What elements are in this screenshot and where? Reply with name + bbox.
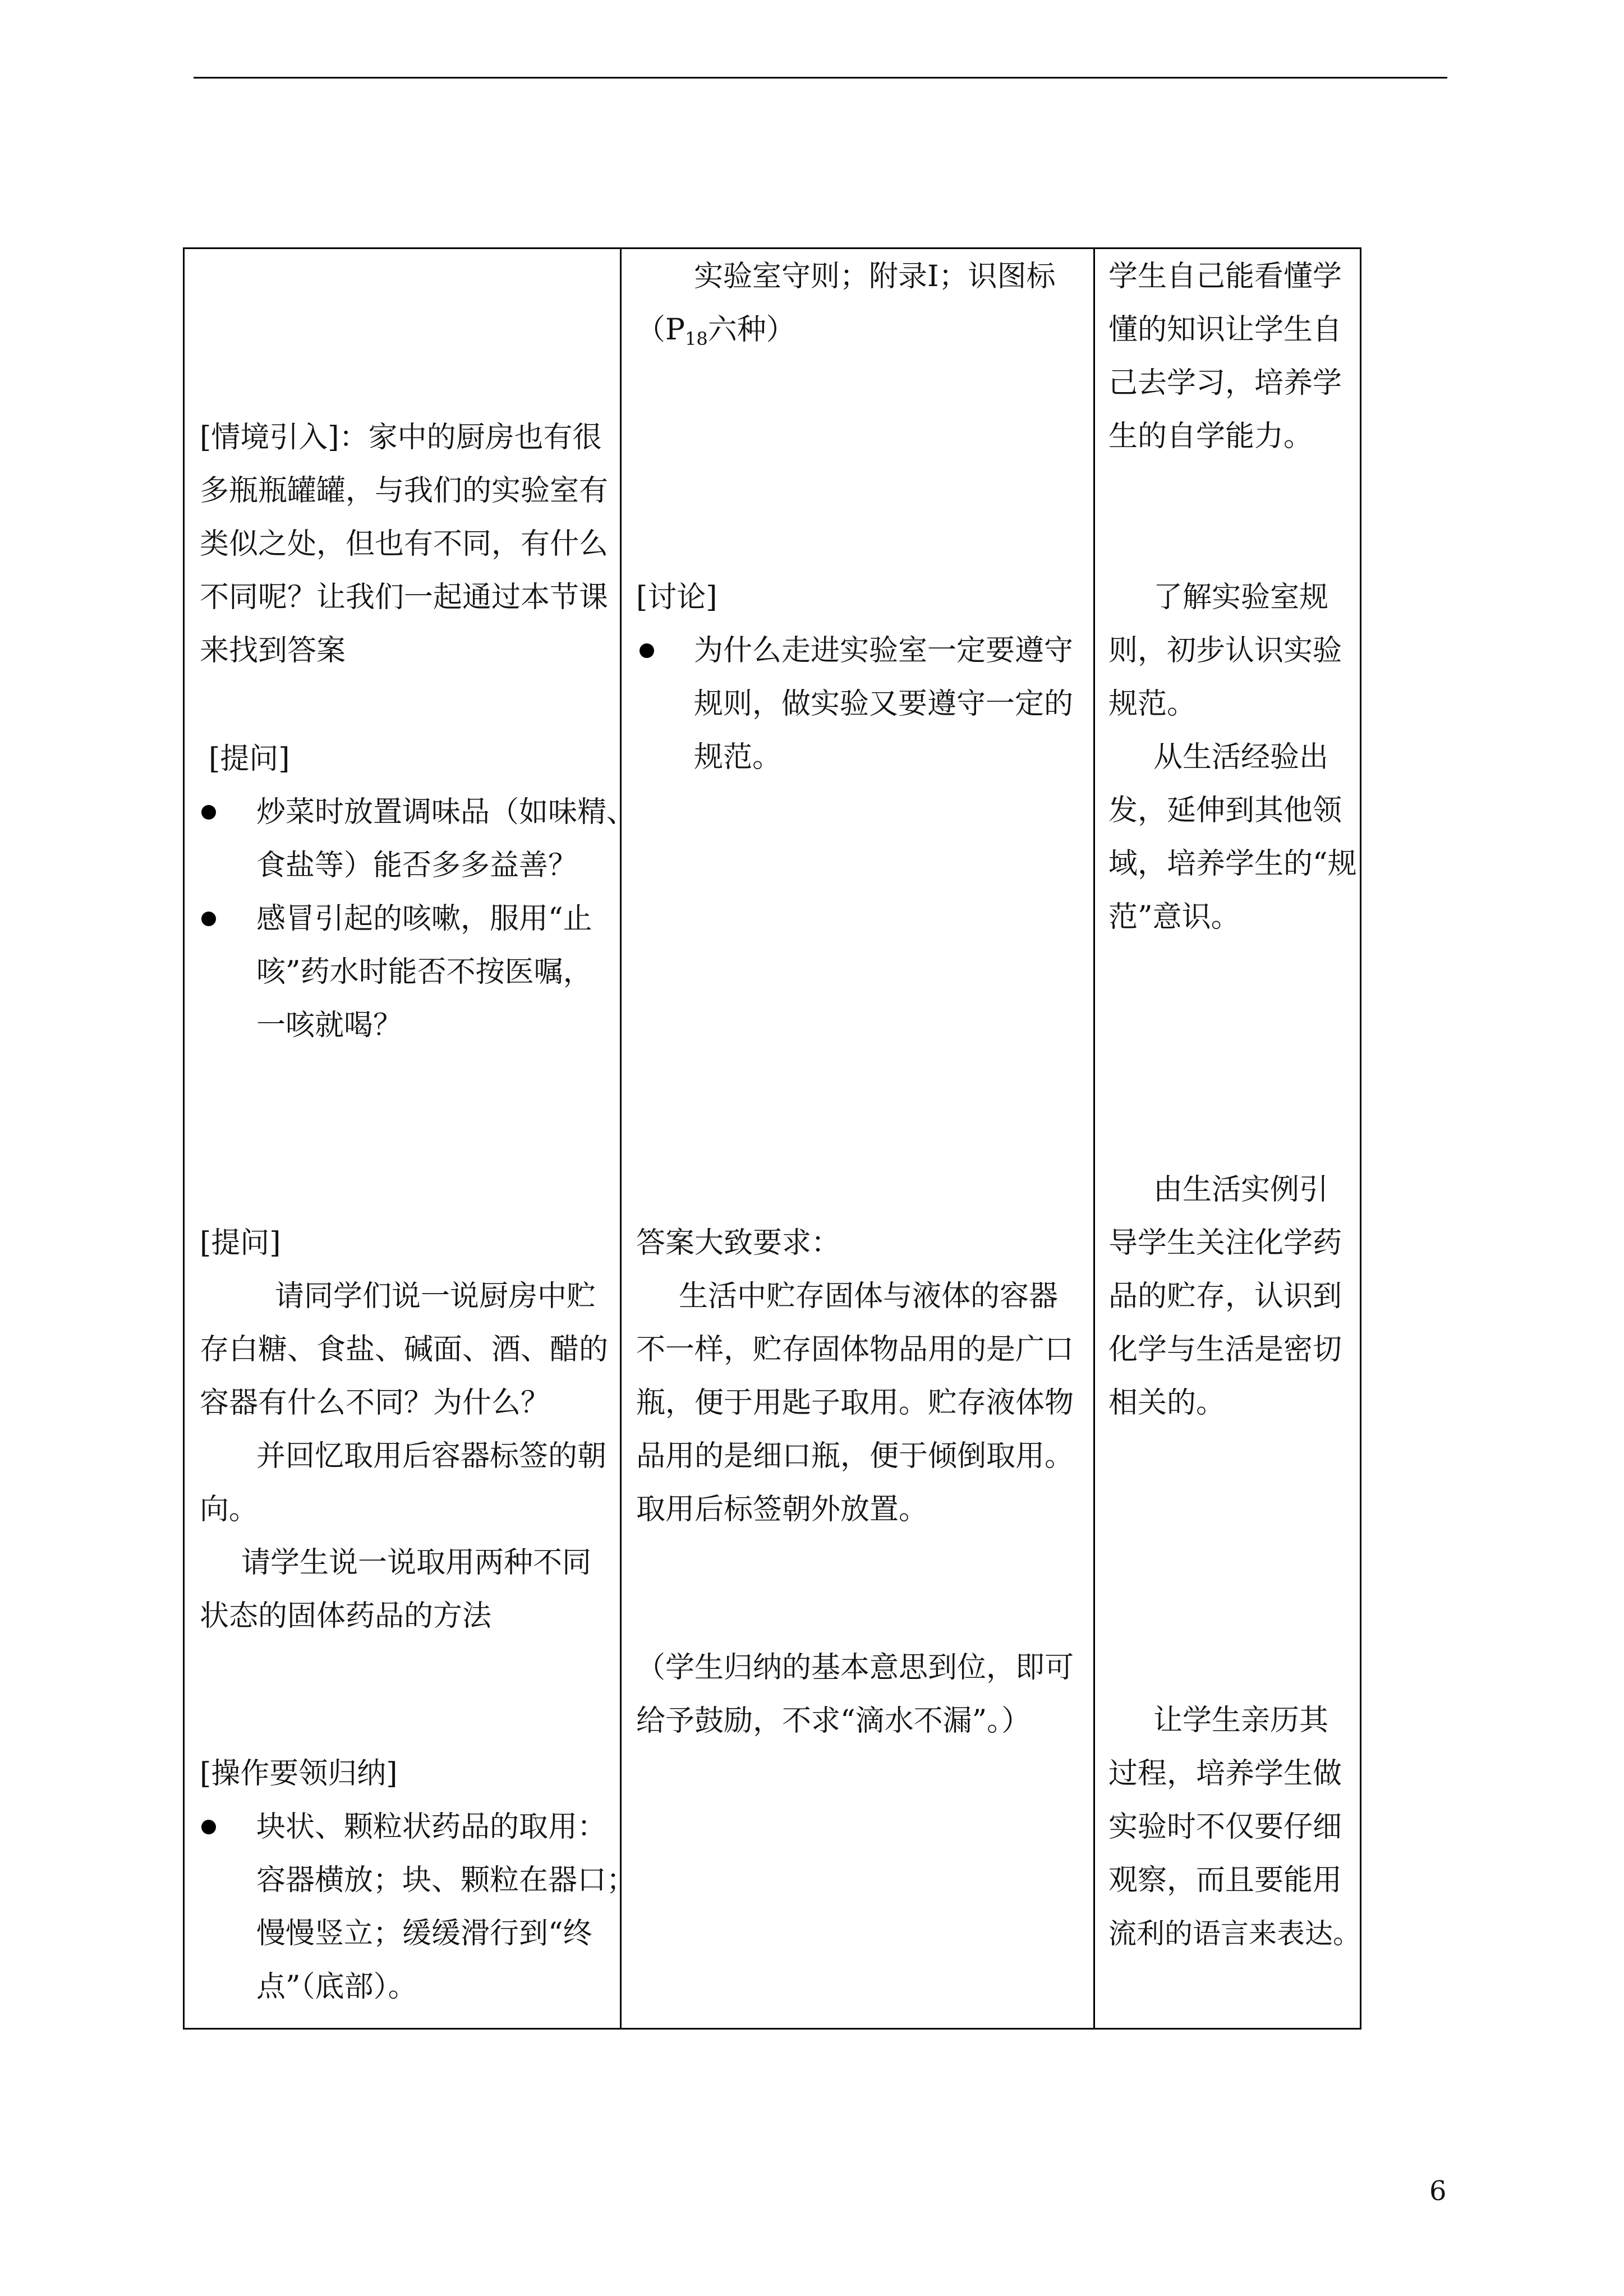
intro-line: 不同呢？让我们一起通过本节课: [200, 581, 609, 614]
intro-line: 类似之处，但也有不同，有什么: [200, 527, 609, 561]
question-line: 状态的固体药品的方法: [200, 1599, 492, 1633]
note-line: （学生归纳的基本意思到位，即可: [636, 1651, 1074, 1685]
bullet-icon: [201, 805, 216, 820]
operation-line: 点”（底部）。: [256, 1970, 417, 2004]
answer-line: 取用后标签朝外放置。: [636, 1493, 928, 1526]
note-line: 给予鼓励，不求“滴水不漏”。）: [636, 1704, 1031, 1738]
question-line: 咳”药水时能否不按医嘱，: [256, 955, 592, 989]
intent-line: 则，初步认识实验: [1108, 634, 1342, 668]
intent-line: 让学生亲历其: [1153, 1704, 1329, 1737]
intent-line: 过程，培养学生做: [1108, 1757, 1342, 1791]
discussion-line: 规则，做实验又要遵守一定的: [694, 687, 1074, 721]
intent-line: 学生自己能看懂学: [1108, 260, 1342, 293]
operation-line: 块状、颗粒状药品的取用：: [256, 1810, 607, 1844]
intent-line: 由生活实例引: [1153, 1173, 1329, 1207]
rules-subscript: 18: [685, 328, 708, 349]
operation-line: 容器横放；块、颗粒在器口；: [256, 1864, 636, 1897]
question-line: 容器有什么不同？为什么？: [200, 1386, 550, 1420]
intent-line: 范”意识。: [1108, 900, 1240, 934]
intent-line: 发，延伸到其他领: [1108, 794, 1342, 827]
intent-line: 了解实验室规: [1153, 581, 1329, 614]
rules-line: [636, 313, 795, 356]
answer-line: 品用的是细口瓶，便于倾倒取用。: [636, 1439, 1074, 1473]
intent-line: 己去学习，培养学: [1108, 366, 1342, 400]
column-divider: [620, 249, 622, 2028]
question-line: 一咳就喝？: [256, 1009, 403, 1042]
bullet-icon: [640, 643, 654, 658]
intent-line: 生的自学能力。: [1108, 420, 1313, 453]
bullet-icon: [201, 912, 216, 926]
intro-line: 来找到答案: [200, 634, 346, 668]
intent-line: 品的贮存，认识到: [1108, 1280, 1342, 1313]
intro-line: 多瓶瓶罐罐，与我们的实验室有: [200, 474, 609, 508]
rules-line: 实验室守则；附录Ⅰ；识图标: [694, 260, 1056, 293]
answer-line: 不一样，贮存固体物品用的是广口: [636, 1333, 1074, 1366]
intent-line: 域，培养学生的“规: [1108, 847, 1357, 881]
discussion-heading: [讨论]: [636, 581, 717, 614]
intent-line: 流利的语言来表达。: [1108, 1917, 1361, 1950]
discussion-line: 规范。: [694, 740, 782, 774]
question-line: 食盐等）能否多多益善？: [256, 849, 578, 882]
operation-heading: [操作要领归纳]: [200, 1757, 398, 1791]
question-line: 并回忆取用后容器标签的朝: [256, 1439, 607, 1473]
question-line: 感冒引起的咳嗽，服用“止: [256, 902, 592, 936]
intent-line: 化学与生活是密切: [1108, 1333, 1342, 1366]
intro-line: [情境引入]：家中的厨房也有很: [200, 421, 602, 454]
page-number: 6: [1429, 2175, 1447, 2207]
answer-line: 生活中贮存固体与液体的容器: [679, 1280, 1059, 1313]
intent-line: 规范。: [1108, 687, 1197, 721]
answer-line: 瓶，便于用匙子取用。贮存液体物: [636, 1386, 1074, 1420]
question-line: 请同学们说一说厨房中贮: [275, 1280, 596, 1313]
operation-line: 慢慢竖立；缓缓滑行到“终: [256, 1917, 592, 1950]
bullet-icon: [201, 1820, 216, 1834]
question-heading: [提问]: [200, 1226, 281, 1260]
column-divider: [1093, 249, 1095, 2028]
question-line: 请学生说一说取用两种不同: [241, 1546, 592, 1580]
rules-rest: 六种）: [707, 313, 795, 347]
intent-line: 导学生关注化学药: [1108, 1226, 1342, 1260]
question-line: 向。: [200, 1493, 259, 1526]
intent-line: 实验时不仅要仔细: [1108, 1810, 1342, 1844]
answer-heading: 答案大致要求：: [636, 1226, 841, 1260]
question-heading: [提问]: [209, 742, 290, 776]
discussion-line: 为什么走进实验室一定要遵守: [694, 634, 1074, 668]
rules-paren: （P: [636, 313, 685, 347]
intent-line: 从生活经验出: [1153, 740, 1329, 774]
intent-line: 相关的。: [1108, 1386, 1226, 1420]
intent-line: 懂的知识让学生自: [1108, 313, 1342, 347]
question-line: 存白糖、食盐、碱面、酒、醋的: [200, 1333, 609, 1366]
header-rule: [194, 77, 1447, 79]
question-line: 炒菜时放置调味品（如味精、: [256, 795, 636, 829]
intent-line: 观察，而且要能用: [1108, 1864, 1342, 1897]
